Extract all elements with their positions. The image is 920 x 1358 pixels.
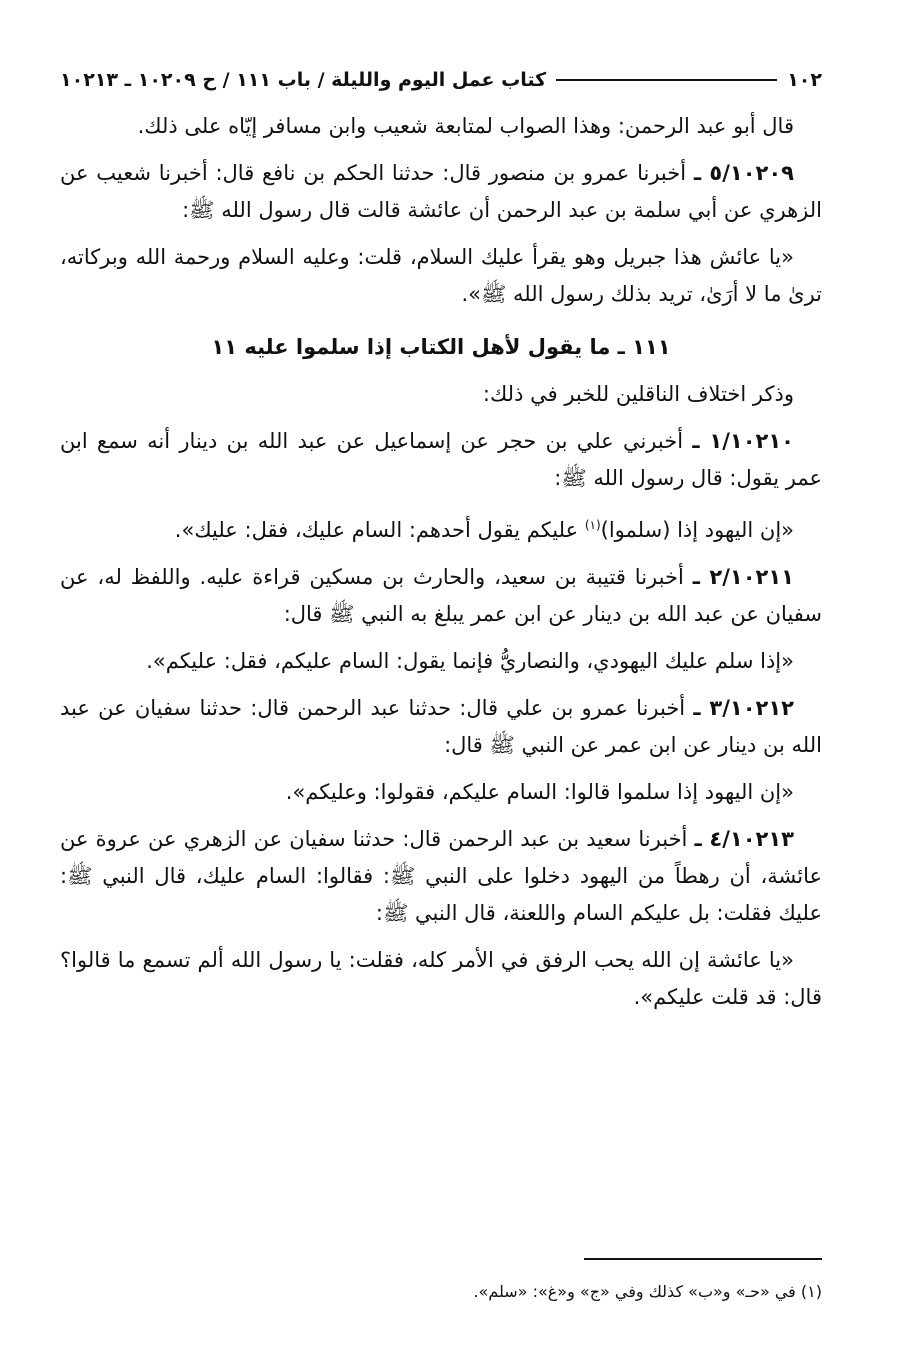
- hadith-text: أخبرنا سعيد بن عبد الرحمن قال: حدثنا سفيان عن الزهري عن عروة عن عائشة، أن رهطاً من اليهود دخلوا على النبي ﷺ: فقالوا: السام عليك، قال النبي ﷺ: عليك فقلت: بل عليكم السام واللعنة، قال النبي ﷺ:: [60, 827, 822, 925]
- header-title: كتاب عمل اليوم والليلة / باب ١١١ / ح ١٠٢٠٩ ـ ١٠٢١٣: [60, 69, 547, 91]
- hadith-number: ١/١٠٢١٠ ـ: [692, 429, 794, 453]
- hadith-number: ٤/١٠٢١٣ ـ: [694, 827, 794, 851]
- quote-text-b: عليكم يقول أحدهم: السام عليك، فقل: عليك».: [174, 518, 585, 542]
- footnote-ref[interactable]: (١): [584, 518, 601, 532]
- page-number: ١٠٢: [787, 69, 822, 91]
- quote-10209: «يا عائش هذا جبريل وهو يقرأ عليك السلام، قلت: وعليه السلام ورحمة الله وبركاته، ترىٰ ما لا أرَىٰ، تريد بذلك رسول الله ﷺ».: [60, 245, 822, 306]
- chapter-heading: ١١١ ـ ما يقول لأهل الكتاب إذا سلموا عليه ١١: [211, 335, 671, 359]
- hadith-text: أخبرني علي بن حجر عن إسماعيل عن عبد الله بن دينار أنه سمع ابن عمر يقول: قال رسول الله ﷺ:: [60, 429, 822, 490]
- quote-10213: «يا عائشة إن الله يحب الرفق في الأمر كله، فقلت: يا رسول الله ألم تسمع ما قالوا؟ قال: قد قلت عليكم».: [60, 948, 822, 1009]
- quote-10211: «إذا سلم عليك اليهودي، والنصاريُّ فإنما يقول: السام عليكم، فقل: عليكم».: [146, 649, 794, 673]
- hadith-10212: [60, 690, 822, 764]
- footnote-divider: [584, 1258, 822, 1260]
- hadith-text: أخبرنا عمرو بن منصور قال: حدثنا الحكم بن نافع قال: أخبرنا شعيب عن الزهري عن أبي سلمة بن عبد الرحمن أن عائشة قالت قال رسول الله ﷺ:: [60, 161, 822, 222]
- quote-10210: [60, 507, 822, 549]
- hadith-10210: [60, 423, 822, 497]
- header-rule: [556, 79, 777, 81]
- hadith-10213: [60, 821, 822, 932]
- hadith-text: أخبرنا قتيبة بن سعيد، والحارث بن مسكين قراءة عليه. واللفظ له، عن سفيان عن عبد الله بن دينار عن ابن عمر يبلغ به النبي ﷺ قال:: [60, 565, 822, 626]
- paragraph-intro: وذكر اختلاف الناقلين للخبر في ذلك:: [482, 382, 794, 406]
- quote-text-a: «إن اليهود إذا (سلموا): [600, 518, 794, 542]
- hadith-number: ٢/١٠٢١١ ـ: [692, 565, 794, 589]
- hadith-number: ٣/١٠٢١٢ ـ: [693, 696, 794, 720]
- hadith-10209: [60, 155, 822, 229]
- hadith-10211: [60, 559, 822, 633]
- running-header: [60, 62, 822, 98]
- book-page: [60, 62, 822, 1322]
- quote-10212: «إن اليهود إذا سلموا قالوا: السام عليكم، فقولوا: وعليكم».: [285, 780, 794, 804]
- hadith-text: أخبرنا عمرو بن علي قال: حدثنا عبد الرحمن قال: حدثنا سفيان عن عبد الله بن دينار عن ابن عمر عن النبي ﷺ قال:: [60, 696, 822, 757]
- footnote: (١) في «حـ» و«ب» كذلك وفي «ج» و«غ»: «سلم».: [473, 1282, 822, 1301]
- paragraph-1: قال أبو عبد الرحمن: وهذا الصواب لمتابعة شعيب وابن مسافر إيّاه على ذلك.: [137, 114, 794, 138]
- hadith-number: ٥/١٠٢٠٩ ـ: [693, 161, 794, 185]
